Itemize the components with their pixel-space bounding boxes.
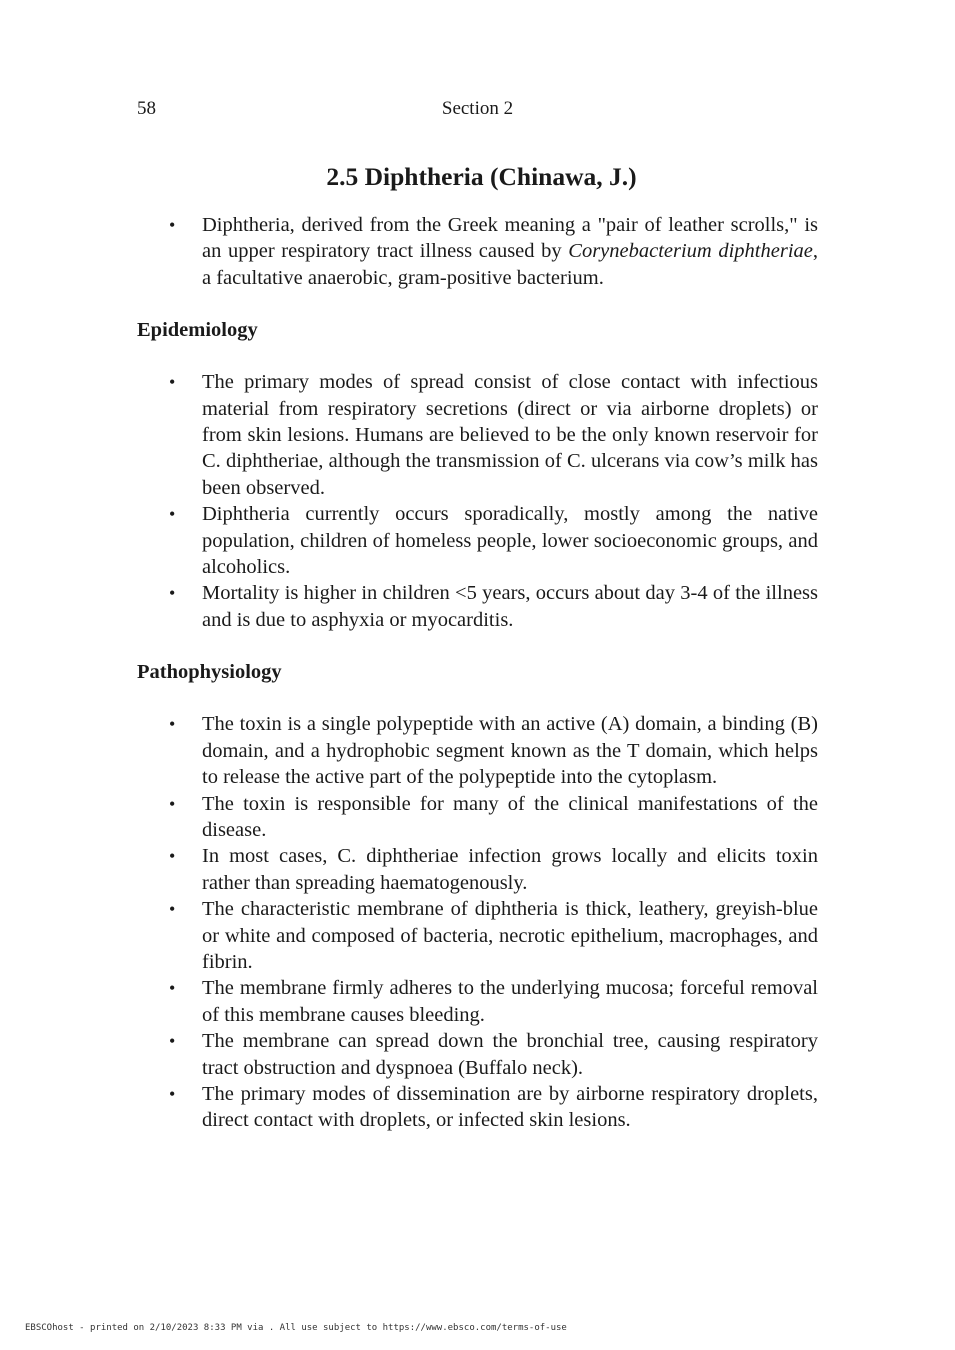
bullet-icon: • <box>169 714 176 735</box>
list-item <box>169 580 818 633</box>
list-item-text: The characteristic membrane of diphtheria is thick, leathery, greyish-blue or white and composed of bacteria, necrotic epithelium, macrophages, and fibrin. <box>202 898 818 973</box>
bullet-icon: • <box>169 372 176 393</box>
bullet-icon: • <box>169 215 176 235</box>
intro-list <box>137 212 818 291</box>
page-title: 2.5 Diphtheria (Chinawa, J.) <box>326 162 637 191</box>
list-item <box>169 843 818 896</box>
list-item <box>169 791 818 844</box>
intro-text-end: , a facultative anaerobic, gram-positive bacterium. <box>202 240 818 289</box>
list-item <box>169 1081 818 1134</box>
intro-text-start: Diphtheria, derived from the Greek meaning a "pair of leather scrolls," is an upper respiratory tract illness caused by <box>202 214 818 263</box>
list-item-text: Mortality is higher in children <5 years, occurs about day 3-4 of the illness and is due to asphyxia or myocarditis. <box>202 582 818 631</box>
list-item <box>169 369 818 501</box>
list-item-text: The toxin is a single polypeptide with an active (A) domain, a binding (B) domain, and a hydrophobic segment known as the T domain, which helps to release the active part of the polypeptide into the cytoplasm. <box>202 713 818 789</box>
list-item-text: The primary modes of spread consist of close contact with infectious material from respiratory secretions (direct or via airborne droplets) or from skin lesions. Humans are believed to be the only known reservoir for C. diphtheriae, although the transmission of C. ulcerans via cow’s milk has been observed. <box>202 371 818 499</box>
pathophysiology-list <box>137 711 818 1134</box>
running-header: Section 2 <box>441 98 514 119</box>
list-item-text: The membrane firmly adheres to the underlying mucosa; forceful removal of this membrane causes bleeding. <box>202 977 818 1026</box>
epidemiology-heading: Epidemiology <box>137 319 258 342</box>
bullet-icon: • <box>169 793 176 814</box>
list-item <box>169 212 818 291</box>
bullet-icon: • <box>169 846 176 867</box>
bullet-icon: • <box>169 978 176 999</box>
list-item-text: Diphtheria currently occurs sporadically, mostly among the native population, children of homeless people, lower socioeconomic groups, and alcoholics. <box>202 503 818 579</box>
epidemiology-list <box>137 369 818 633</box>
list-item-text: The membrane can spread down the bronchial tree, causing respiratory tract obstruction and dyspnoea (Buffalo neck). <box>202 1030 818 1079</box>
page-number: 58 <box>137 98 156 119</box>
list-item-text: The toxin is responsible for many of the clinical manifestations of the disease. <box>202 792 818 841</box>
list-item <box>169 1028 818 1081</box>
bullet-icon: • <box>169 504 176 525</box>
bullet-icon: • <box>169 1031 176 1052</box>
page-content <box>137 160 818 1134</box>
list-item <box>169 501 818 580</box>
pathophysiology-heading: Pathophysiology <box>137 661 282 684</box>
print-footer: EBSCOhost - printed on 2/10/2023 8:33 PM via . All use subject to https://www.ebsco.com/terms-of-use <box>25 1323 567 1333</box>
bullet-icon: • <box>169 899 176 920</box>
bullet-icon: • <box>169 1083 176 1104</box>
list-item <box>169 896 818 975</box>
list-item <box>169 975 818 1028</box>
list-item-text: In most cases, C. diphtheriae infection grows locally and elicits toxin rather than spreading haematogenously. <box>202 845 818 894</box>
list-item <box>169 711 818 790</box>
list-item-text: The primary modes of dissemination are by airborne respiratory droplets, direct contact with droplets, or infected skin lesions. <box>202 1082 818 1132</box>
bullet-icon: • <box>169 583 176 604</box>
organism-name: Corynebacterium diphtheriae <box>568 240 813 263</box>
